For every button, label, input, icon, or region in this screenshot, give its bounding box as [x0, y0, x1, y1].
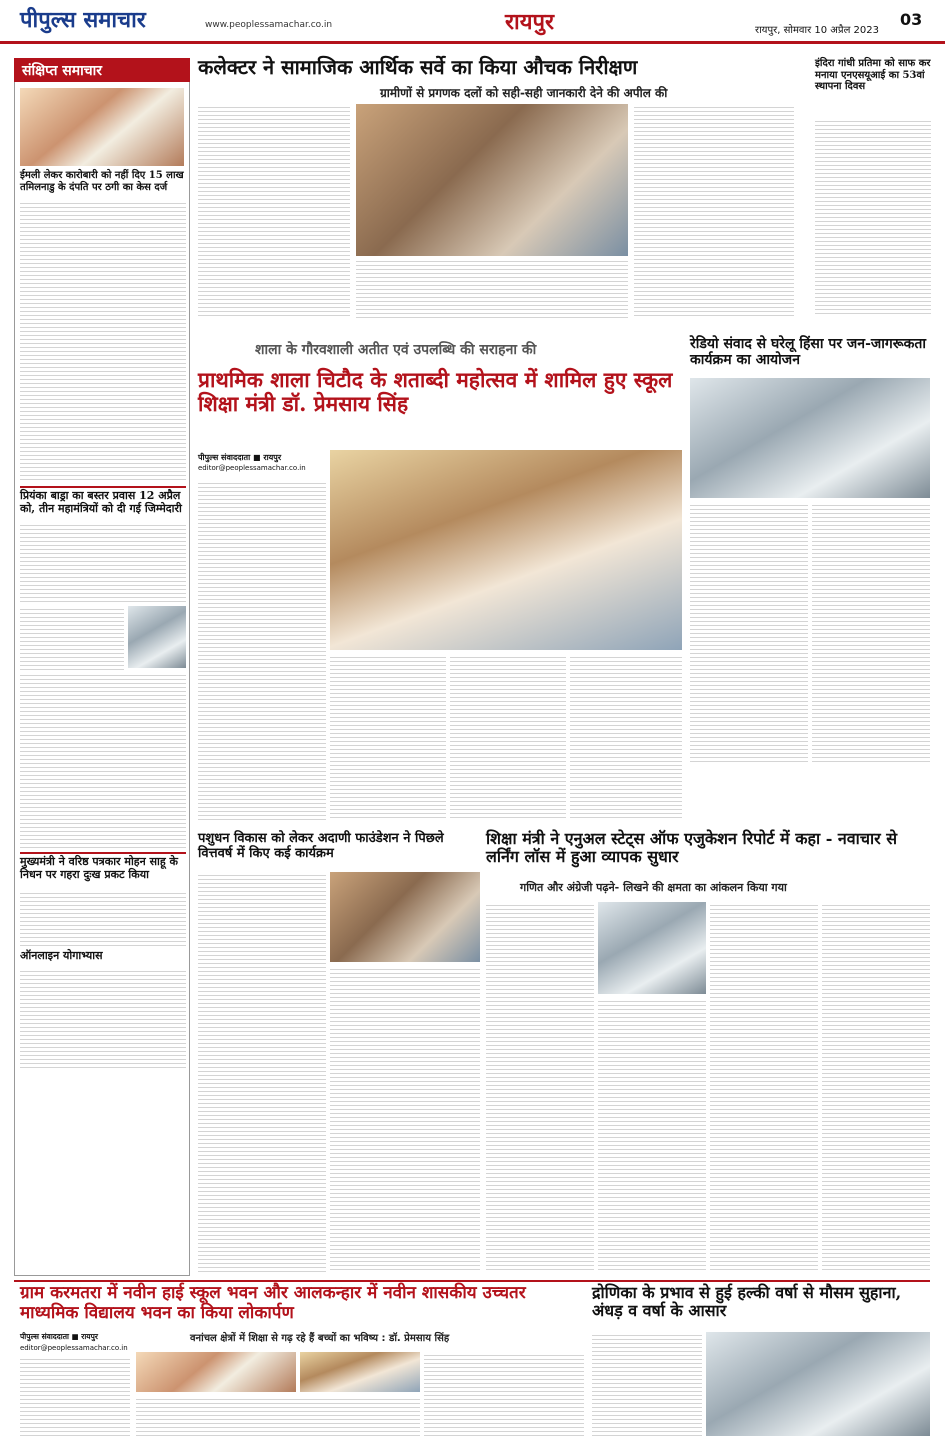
bottom-left-photo-2 — [300, 1352, 420, 1392]
aser-headline: शिक्षा मंत्री ने एनुअल स्टेट्स ऑफ एजुकेशन रिपोर्ट में कहा - नवाचार से लर्निंग लॉस में हुआ व्यापक सुधार — [486, 829, 898, 867]
school-kicker: शाला के गौरवशाली अतीत एवं उपलब्धि की सराहना की — [255, 342, 537, 358]
aser-text-3 — [710, 902, 818, 1272]
school-photo — [330, 450, 682, 650]
school-text-1 — [198, 480, 326, 820]
page-city: रायपुर — [505, 10, 554, 35]
site-url[interactable]: www.peoplessamachar.co.in — [205, 20, 333, 30]
school-text-2 — [330, 654, 446, 820]
aser-subhead: गणित और अंग्रेजी पढ़ने- लिखने की क्षमता का आंकलन किया गया — [520, 881, 787, 894]
bottom-left-text-2 — [136, 1396, 420, 1436]
bottom-left-headline: ग्राम करमतरा में नवीन हाई स्कूल भवन और आलकन्हार में नवीन शासकीय उच्चतर माध्यमिक विद्यालय भवन का किया लोकार्पण — [20, 1283, 526, 1323]
newspaper-logo: पीपुल्स समाचार — [20, 7, 146, 33]
bottom-left-photo-1 — [136, 1352, 296, 1392]
rain-photo — [706, 1332, 930, 1436]
sidebar-headline-2: प्रियंका बाड्रा का बस्तर प्रवास 12 अप्रैल को, तीन महामंत्रियों को दी गई जिम्मेदारी — [20, 489, 182, 515]
bottom-left-subhead: वनांचल क्षेत्रों में शिक्षा से गढ़ रहे हैं बच्चों का भविष्य : डॉ. प्रेमसाय सिंह — [190, 1333, 450, 1344]
aser-text-2 — [598, 998, 706, 1272]
lead-photo — [356, 104, 628, 256]
bottom-left-text-3 — [424, 1352, 584, 1436]
lead-text-col-3 — [634, 104, 794, 318]
school-email[interactable]: editor@peoplessamachar.co.in — [198, 464, 306, 472]
adani-photo — [330, 872, 480, 962]
aser-text-1 — [486, 902, 594, 1272]
sidebar-headline-4: ऑनलाइन योगाभ्यास — [20, 949, 103, 962]
weather-text-1 — [592, 1332, 702, 1436]
bottom-left-email[interactable]: editor@peoplessamachar.co.in — [20, 1344, 128, 1352]
bottom-left-byline: पीपुल्स संवाददाता ■ रायपुर — [20, 1332, 98, 1341]
school-byline: पीपुल्स संवाददाता ■ रायपुर — [198, 453, 282, 462]
aser-text-4 — [822, 902, 930, 1272]
sidebar-headline-3: मुख्यमंत्री ने वरिष्ठ पत्रकार मोहन साहू के निधन पर गहरा दुःख प्रकट किया — [20, 855, 178, 881]
radio-text-2 — [812, 502, 930, 762]
lead-headline: कलेक्टर ने सामाजिक आर्थिक सर्वे का किया औचक निरीक्षण — [198, 55, 638, 79]
bottom-left-text-1 — [20, 1356, 130, 1436]
sidebar-text-2c — [20, 672, 186, 848]
right-top-text — [815, 118, 931, 316]
right-top-headline: इंदिरा गांधी प्रतिमा को साफ कर मनाया एनएसयूआई का 53वां स्थापना दिवस — [815, 58, 931, 92]
radio-photo — [690, 378, 930, 498]
weather-headline: द्रोणिका के प्रभाव से हुई हल्की वर्षा से मौसम सुहाना, अंधड़ व वर्षा के आसार — [592, 1283, 902, 1321]
adani-headline: पशुधन विकास को लेकर अदाणी फाउंडेशन ने पिछले वित्तवर्ष में किए कई कार्यक्रम — [198, 831, 444, 861]
priyanka-photo — [128, 606, 186, 668]
radio-text-1 — [690, 502, 808, 762]
aser-photo — [598, 902, 706, 994]
sidebar-text-2a — [20, 522, 186, 604]
sidebar-text-3 — [20, 890, 186, 946]
lead-subhead: ग्रामीणों से प्रगणक दलों को सही-सही जानकारी देने की अपील की — [380, 86, 668, 100]
adani-text-2 — [330, 966, 480, 1272]
school-text-3 — [450, 654, 566, 820]
page-number: 03 — [900, 10, 923, 29]
radio-headline: रेडियो संवाद से घरेलू हिंसा पर जन-जागरूकता कार्यक्रम का आयोजन — [690, 336, 927, 369]
lead-text-col-1 — [198, 104, 350, 318]
school-headline: प्राथमिक शाला चिटौद के शताब्दी महोत्सव में शामिल हुए स्कूल शिक्षा मंत्री डॉ. प्रेमसाय सिंह — [198, 367, 673, 417]
issue-date: रायपुर, सोमवार 10 अप्रैल 2023 — [755, 25, 879, 36]
school-text-4 — [570, 654, 682, 820]
lead-caption — [356, 258, 628, 318]
adani-text-1 — [198, 872, 326, 1272]
sidebar-headline-1: ईमली लेकर कारोबारी को नहीं दिए 15 लाख तमिलनाडु के दंपति पर ठगी का केस दर्ज — [20, 170, 184, 193]
sidebar-text-2b — [20, 606, 124, 670]
cashew-photo — [20, 88, 184, 166]
sidebar-title: संक्षिप्त समाचार — [14, 58, 190, 82]
sidebar-text-4 — [20, 968, 186, 1070]
sidebar-text-1 — [20, 200, 186, 480]
